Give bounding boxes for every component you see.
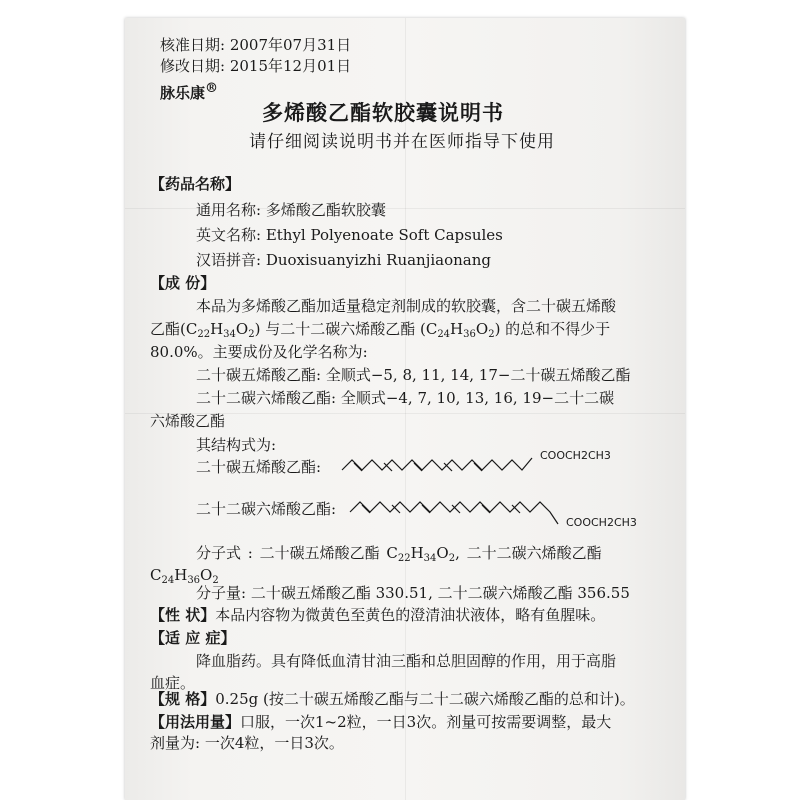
- specification-text: 0.25g (按二十碳五烯酸乙酯与二十二碳六烯酸乙酯的总和计)。: [215, 690, 635, 708]
- molecular-formula-cont: $C_{24}H_{36}O_2$: [150, 566, 219, 586]
- epa-ester-group: COOCH2CH3: [540, 449, 611, 462]
- indications-text-cont: 血症。: [150, 674, 196, 692]
- composition-line: 本品为多烯酸乙酯加适量稳定剂制成的软胶囊，含二十碳五烯酸: [196, 297, 617, 315]
- brand-name: 脉乐康®: [160, 81, 219, 102]
- section-heading-drug-name: 【药品名称】: [150, 175, 241, 193]
- properties-text: 本品内容物为微黄色至黄色的澄清油状液体，略有鱼腥味。: [215, 606, 606, 624]
- dha-chemical-name: 二十二碳六烯酸乙酯: 全顺式−4, 7, 10, 13, 16, 19−二十二碳: [196, 389, 615, 407]
- dosage-row: [150, 713, 611, 731]
- approval-date: 核准日期: 2007年07月31日: [160, 36, 352, 54]
- molecular-weight: 分子量: 二十碳五烯酸乙酯 330.51, 二十二碳六烯酸乙酯 356.55: [196, 584, 630, 602]
- dha-structure-label: 二十二碳六烯酸乙酯:: [196, 500, 337, 518]
- dha-chemical-name-cont: 六烯酸乙酯: [150, 412, 226, 430]
- molecular-formula: 分子式 : 二十碳五烯酸乙酯 $C_{22}H_{34}O_2$, 二十二碳六烯酸乙酯: [196, 544, 602, 564]
- epa-structure-label: 二十碳五烯酸乙酯:: [196, 458, 322, 476]
- dosage-text: 口服，一次1~2粒，一日3次。剂量可按需要调整，最大: [240, 713, 612, 731]
- dha-structure-diagram: [350, 494, 570, 534]
- revision-date: 修改日期: 2015年12月01日: [160, 57, 352, 75]
- dosage-text-cont: 剂量为: 一次4粒，一日3次。: [150, 734, 344, 752]
- english-name: 英文名称: Ethyl Polyenoate Soft Capsules: [196, 226, 503, 244]
- composition-line: 80.0%。主要成份及化学名称为:: [150, 343, 368, 361]
- section-heading-indications: 【适 应 症】: [150, 629, 236, 647]
- specification-row: [150, 690, 635, 708]
- section-heading-properties: 【性 状】: [150, 606, 216, 624]
- page-title: 多烯酸乙酯软胶囊说明书: [262, 100, 504, 125]
- generic-name: 通用名称: 多烯酸乙酯软胶囊: [196, 201, 386, 219]
- section-heading-specification: 【规 格】: [150, 690, 216, 708]
- pinyin-name: 汉语拼音: Duoxisuanyizhi Ruanjiaonang: [196, 251, 492, 269]
- section-heading-composition: 【成 份】: [150, 274, 216, 292]
- properties-row: [150, 606, 605, 624]
- epa-structure-diagram: [342, 452, 542, 482]
- epa-chemical-name: 二十碳五烯酸乙酯: 全顺式−5, 8, 11, 14, 17−二十碳五烯酸乙酯: [196, 366, 631, 384]
- indications-text: 降血脂药。具有降低血清甘油三酯和总胆固醇的作用，用于高脂: [196, 652, 617, 670]
- dha-ester-group: COOCH2CH3: [566, 516, 637, 529]
- section-heading-dosage: 【用法用量】: [150, 713, 241, 731]
- structure-heading: 其结构式为:: [196, 436, 277, 454]
- composition-line: 乙酯$(C_{22}H_{34}O_2)$ 与二十二碳六烯酸乙酯 $(C_{24}H_{36}O_2)$ 的总和不得少于: [150, 320, 611, 340]
- page-subtitle: 请仔细阅读说明书并在医师指导下使用: [249, 132, 555, 152]
